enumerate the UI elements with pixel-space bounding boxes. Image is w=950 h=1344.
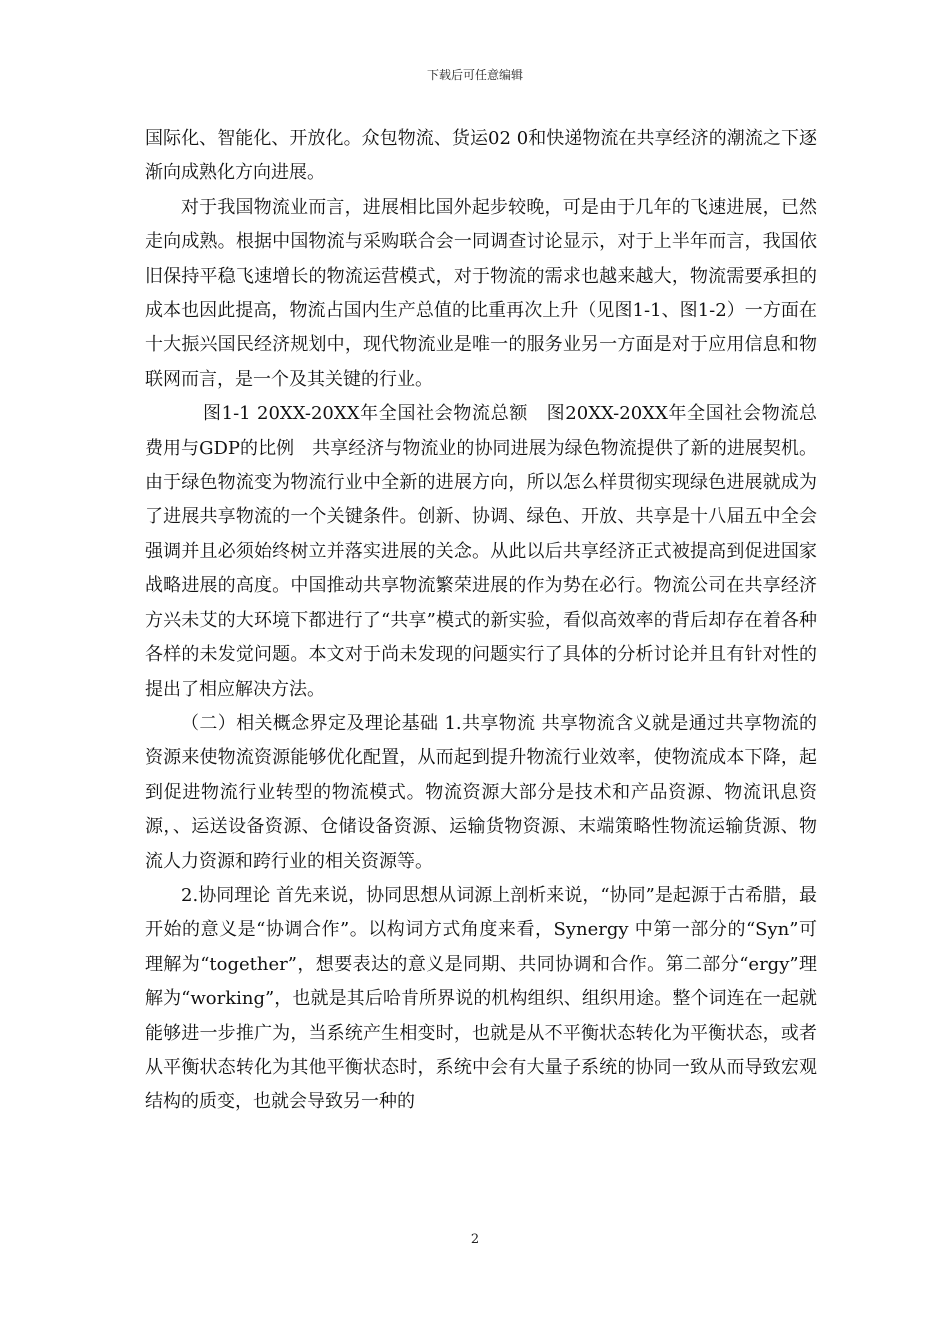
document-body [145, 122, 817, 1120]
paragraph-4-concepts: （二）相关概念界定及理论基础 1.共享物流 共享物流含义就是通过共享物流的资源来使物流资源能够优化配置，从而起到提升物流行业效率，使物流成本下降，起到促进物流行业转型的物流模式。物流资源大部分是技术和产品资源、物流讯息资源，、运送设备资源、仓储设备资源、运输货物资源、末端策略性物流运输货源、物流人力资源和跨行业的相关资源等。 [145, 712, 817, 872]
page-number: 2 [470, 1232, 480, 1247]
paragraph-5-synergy-theory: 2.协同理论 首先来说，协同思想从词源上剖析来说，“协同”是起源于古希腊，最开始的意义是“协调合作”。以构词方式角度来看，Synergy 中第一部分的“Syn”可理解为“together”，想要表达的意义是同期、共同协调和合作。第二部分“ergy”理解为“working”，也就是其后哈肯所界说的机构组织、组织用途。整个词连在一起就能够进一步推广为，当系统产生相变时，也就是从不平衡状态转化为平衡状态，或者从平衡状态转化为其他平衡状态时，系统中会有大量子系统的协同一致从而导致宏观结构的质变，也就会导致另一种的 [145, 884, 817, 1113]
paragraph-3-figure-caption: 图1-1 20XX-20XX年全国社会物流总额 图20XX-20XX年全国社会物流总费用与GDP的比例 共享经济与物流业的协同进展为绿色物流提供了新的进展契机。由于绿色物流变为物流行业中全新的进展方向，所以怎么样贯彻实现绿色进展就成为了进展共享物流的一个关键条件。创新、协调、绿色、开放、共享是十八届五中全会强调并且必须始终树立并落实进展的关念。从此以后共享经济正式被提高到促进国家战略进展的高度。中国推动共享物流繁荣进展的作为势在必行。物流公司在共享经济方兴未艾的大环境下都进行了“共享”模式的新实验，看似高效率的背后却存在着各种各样的未发觉问题。本文对于尚未发现的问题实行了具体的分析讨论并且有针对性的提出了相应解决方法。 [145, 403, 817, 700]
paragraph-2: 对于我国物流业而言，进展相比国外起步较晚，可是由于几年的飞速进展，已然走向成熟。根据中国物流与采购联合会一同调查讨论显示，对于上半年而言，我国依旧保持平稳飞速增长的物流运营模式，对于物流的需求也越来越大，物流需要承担的成本也因此提高，物流占国内生产总值的比重再次上升（见图1-1、图1-2）一方面在十大振兴国民经济规划中，现代物流业是唯一的服务业另一方面是对于应用信息和物联网而言，是一个及其关键的行业。 [145, 196, 817, 390]
paragraph-1: 国际化、智能化、开放化。众包物流、货运02 0和快递物流在共享经济的潮流之下逐渐向成熟化方向进展。 [145, 128, 817, 184]
page-header: 下载后可任意编辑 [426, 68, 523, 82]
